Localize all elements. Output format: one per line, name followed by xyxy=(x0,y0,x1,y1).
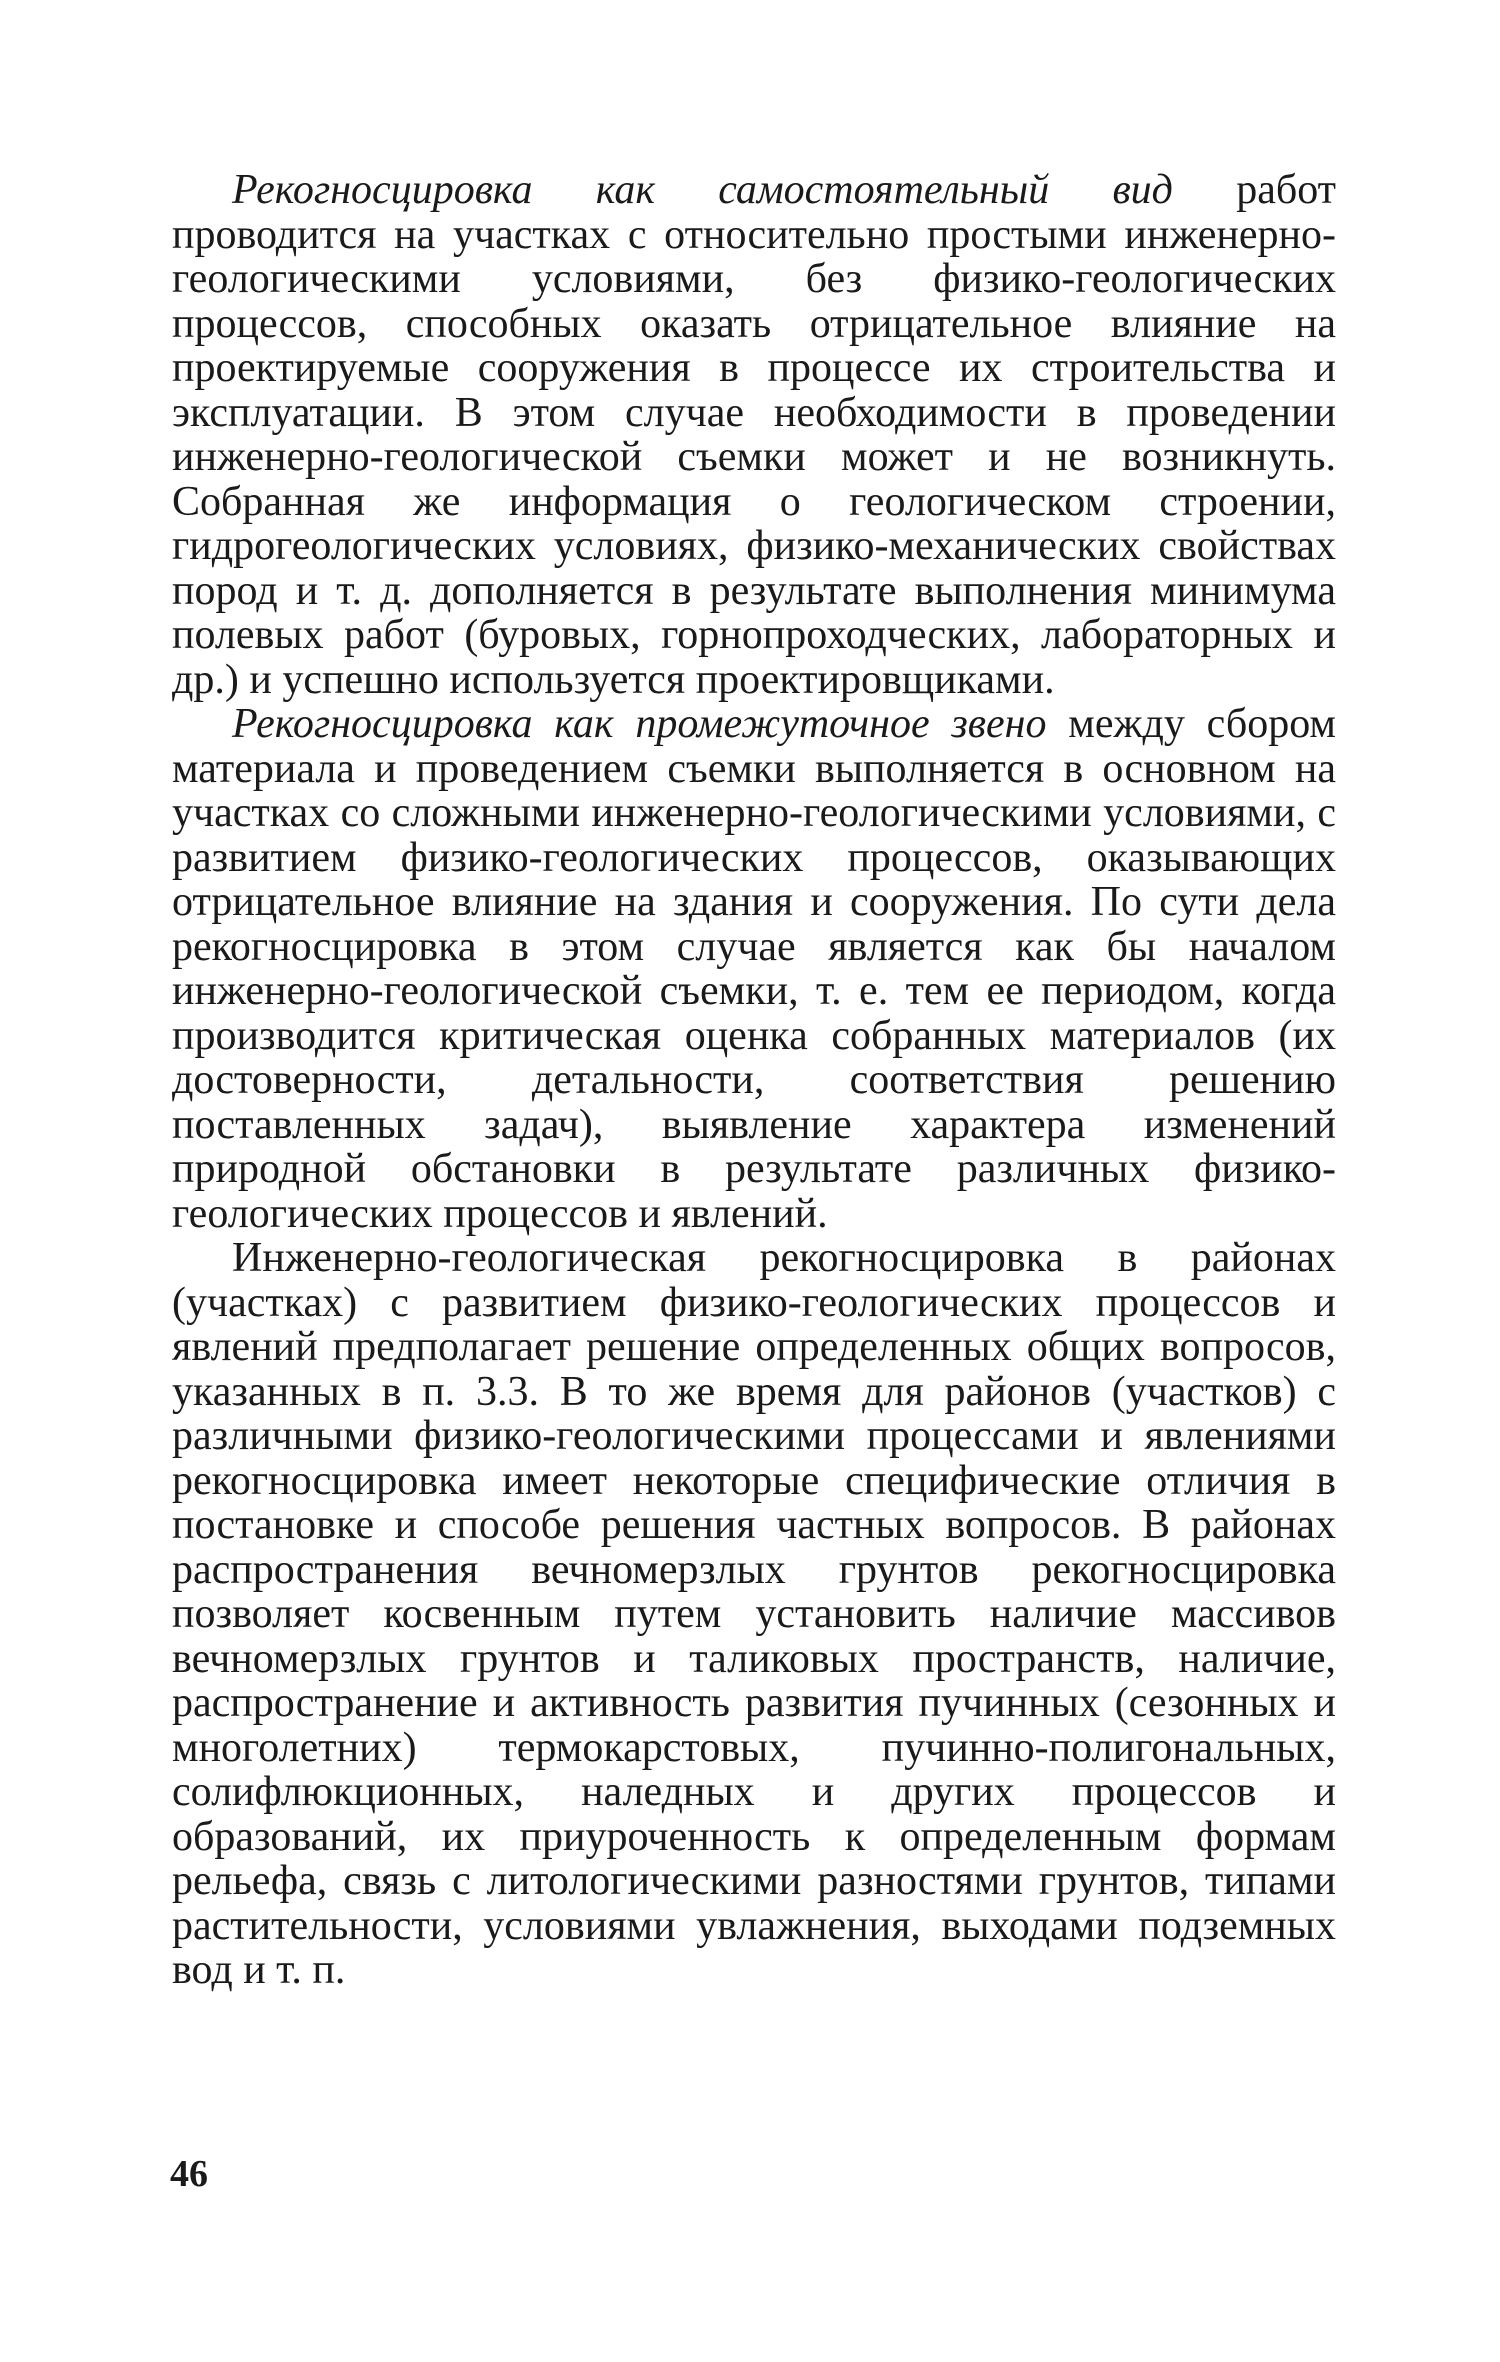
paragraph-lead-italic: Рекогносцировка как самостоятельный вид xyxy=(232,167,1173,213)
paragraph-text: между сбором материала и проведением съемки выполняется в основном на участках со сложными инженерно-геологическими условиями, с развитием физико-геологических процессов, оказывающих отрицательное влияние на здания и сооружения. По сути дела рекогносцировка в этом случае является как бы началом инженерно-геологической съемки, т. е. тем ее периодом, когда производится критическая оценка собранных материалов (их достоверности, детальности, соответствия решению поставленных задач), выявление характера изменений природной обстановки в результате различных физико-геологических процессов и явлений. xyxy=(172,701,1336,1237)
paragraph-reconnaissance-intermediate xyxy=(172,702,1336,1236)
paragraph-text: работ проводится на участках с относительно простыми инженерно-геологическими условиями, без физико-геологических процессов, способных оказать отрицательное влияние на проектируемые сооружения в процессе их строительства и эксплуатации. В этом случае необходимости в проведении инженерно-геологической съемки может и не возникнуть. Собранная же информация о геологическом строении, гидрогеологических условиях, физико-механических свойствах пород и т. д. дополняется в результате выполнения минимума полевых работ (буровых, горнопроходческих, лабораторных и др.) и успешно используется проектировщиками. xyxy=(172,167,1336,703)
body-text xyxy=(172,168,1336,1993)
paragraph-engineering-geological-reconnaissance xyxy=(172,1236,1336,1993)
paragraph-text: Инженерно-геологическая рекогносцировка в районах (участках) с развитием физико-геологических процессов и явлений предполагает решение определенных общих вопросов, указанных в п. 3.3. В то же время для районов (участков) с различными физико-геологическими процессами и явлениями рекогносцировка имеет некоторые специфические отличия в постановке и способе решения частных вопросов. В районах распространения вечномерзлых грунтов рекогносцировка позволяет косвенным путем установить наличие массивов вечномерзлых грунтов и таликовых пространств, наличие, распространение и активность развития пучинных (сезонных и многолетних) термокарстовых, пучинно-полигональных, солифлюкционных, наледных и других процессов и образований, их приуроченность к определенным формам рельефа, связь с литологическими разностями грунтов, типами растительности, условиями увлажнения, выходами подземных вод и т. п. xyxy=(172,1235,1336,1993)
paragraph-lead-italic: Рекогносцировка как промежуточное звено xyxy=(232,701,1047,747)
paragraph-reconnaissance-independent xyxy=(172,168,1336,702)
page-number: 46 xyxy=(170,2153,208,2195)
